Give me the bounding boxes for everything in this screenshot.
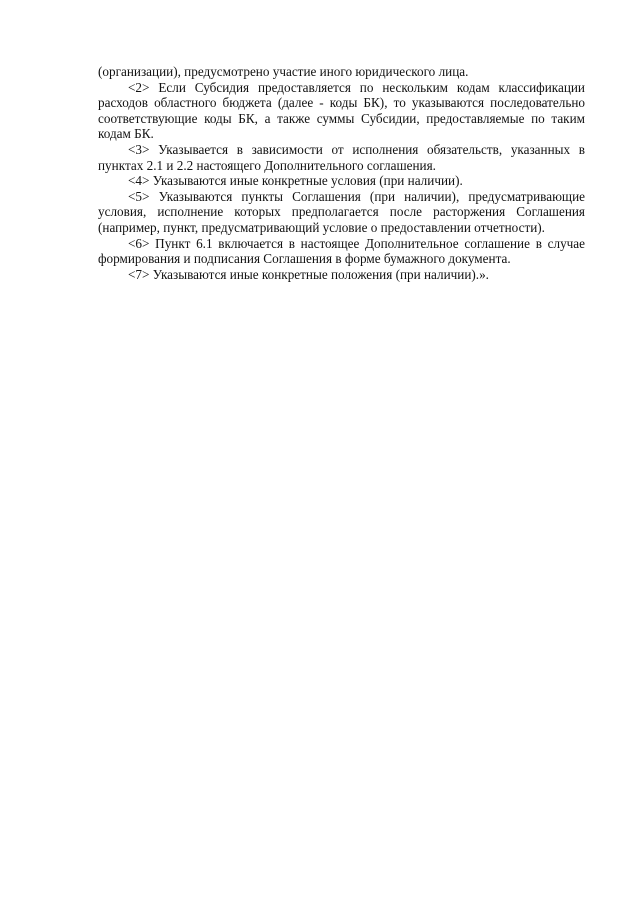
- footnote-6: <6> Пункт 6.1 включается в настоящее Дополнительное соглашение в случае формирования и подписания Соглашения в форме бумажного документа.: [98, 235, 585, 267]
- footnote-3: <3> Указывается в зависимости от исполнения обязательств, указанных в пунктах 2.1 и 2.2 настоящего Дополнительного соглашения.: [98, 141, 585, 173]
- footnote-5: <5> Указываются пункты Соглашения (при наличии), предусматривающие условия, исполнение которых предполагается после расторжения Соглашения (например, пункт, предусматривающий условие о предоставлении отчетности).: [98, 188, 585, 235]
- footnote-4: <4> Указываются иные конкретные условия (при наличии).: [128, 173, 463, 189]
- continuation-paragraph: (организации), предусмотрено участие иного юридического лица.: [98, 64, 469, 79]
- footnotes-text-block: [98, 64, 585, 282]
- footnote-2: <2> Если Субсидия предоставляется по нескольким кодам классификации расходов областного бюджета (далее - коды БК), то указываются последовательно соответствующие коды БК, а также суммы Субсидии, предоставляемые по таким кодам БК.: [98, 79, 585, 142]
- footnote-7: <7> Указываются иные конкретные положения (при наличии).».: [128, 266, 489, 282]
